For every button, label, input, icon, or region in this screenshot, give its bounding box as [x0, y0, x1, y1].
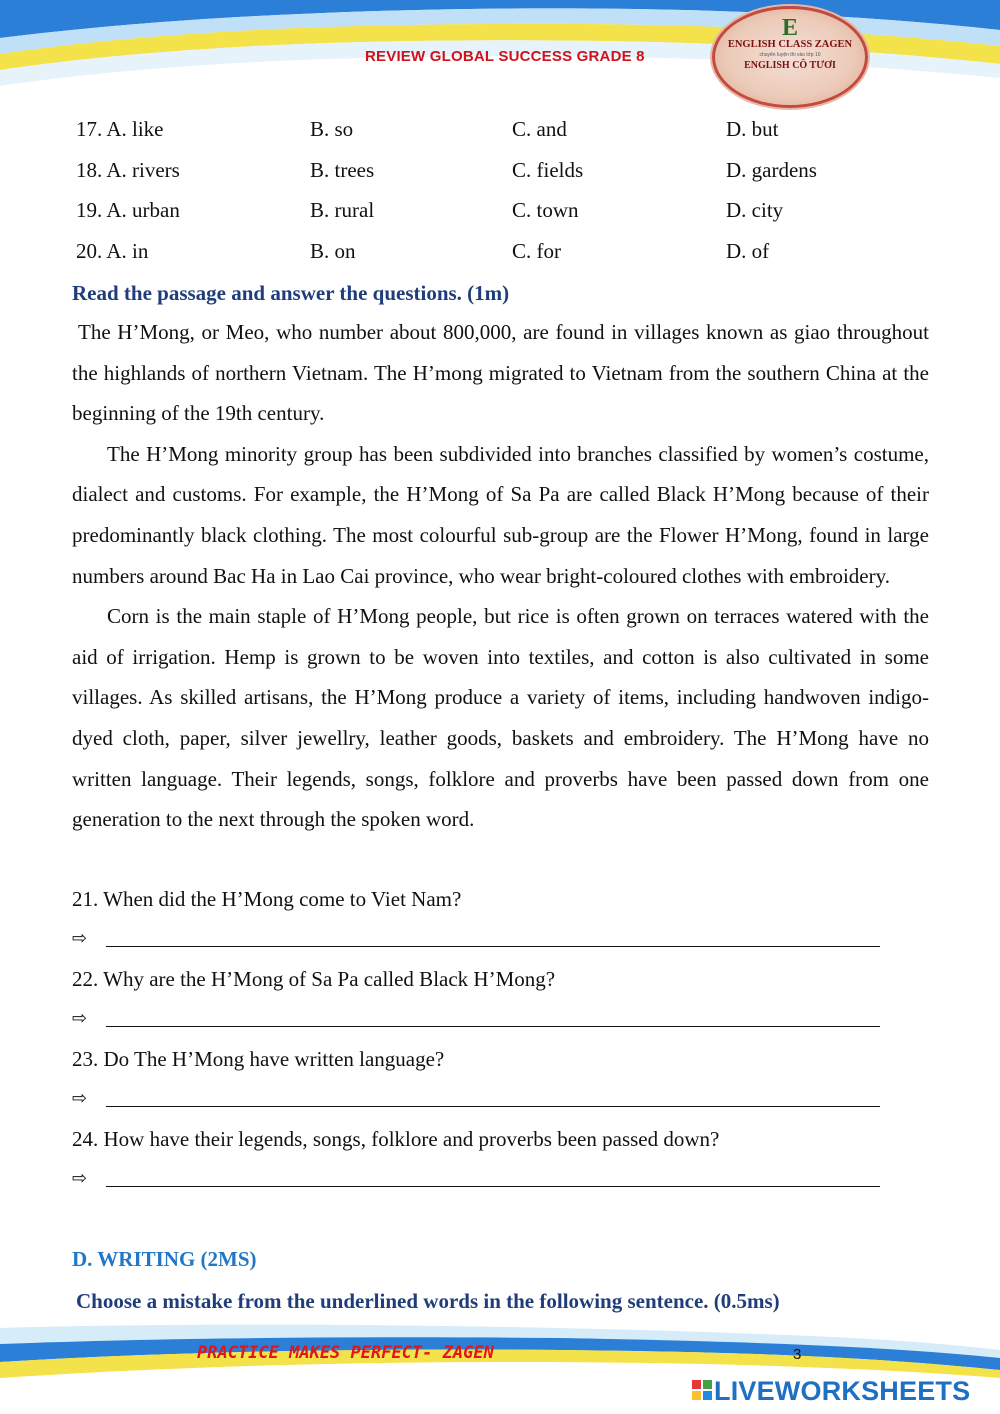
passage-paragraph: Corn is the main staple of H’Mong people, but rice is often grown on terraces watered with the aid of irrigation. Hemp is grown to be woven into textiles, and cotton is also cultivated in some villages. As skilled artisans, the H’Mong produce a variety of items, including handwoven indigo-dyed cloth, paper, silver jewellry, leather goods, baskets and embroidery. The H’Mong have no written language. Their legends, songs, folklore and proverbs have been passed down from one generation to the next through the spoken word. — [72, 604, 929, 832]
option-b: B. rural — [310, 198, 375, 222]
question-21: 21. When did the H’Mong come to Viet Nam? — [72, 887, 462, 911]
option-row — [76, 195, 936, 225]
liveworksheets-logo-icon — [692, 1380, 712, 1400]
answer-blank[interactable] — [106, 1026, 880, 1027]
answer-line-21[interactable] — [72, 924, 892, 954]
option-c: C. and — [512, 117, 567, 141]
option-c: C. town — [512, 198, 579, 222]
logo-subtitle: chuyên luyện thi vào lớp 10 — [759, 52, 821, 58]
class-logo — [712, 6, 868, 108]
option-a: 17. A. like — [76, 117, 164, 141]
reading-passage — [72, 312, 929, 840]
writing-heading: D. WRITING (2MS) — [72, 1247, 257, 1271]
option-d: D. city — [726, 198, 784, 222]
logo-letter: E — [781, 15, 798, 41]
answer-line-23[interactable] — [72, 1084, 892, 1114]
answer-line-24[interactable] — [72, 1164, 892, 1194]
option-row — [76, 155, 936, 185]
arrow-icon: ⇨ — [72, 1088, 88, 1109]
arrow-icon: ⇨ — [72, 1168, 88, 1189]
option-a: 18. A. rivers — [76, 158, 180, 182]
passage-paragraph: The H’Mong minority group has been subdivided into branches classified by women’s costume, dialect and customs. For example, the H’Mong of Sa Pa are called Black H’Mong because of their predominantly black clothing. The most colourful sub-group are the Flower H’Mong, found in large numbers around Bac Ha in Lao Cai province, who wear bright-coloured clothes with embroidery. — [72, 441, 929, 588]
reading-heading: Read the passage and answer the questions. (1m) — [72, 281, 510, 305]
logo-line-2: ENGLISH CÔ TƯƠI — [744, 60, 836, 71]
option-c: C. fields — [512, 158, 584, 182]
arrow-icon: ⇨ — [72, 928, 88, 949]
arrow-icon: ⇨ — [72, 1008, 88, 1029]
answer-blank[interactable] — [106, 1186, 880, 1187]
option-row — [76, 236, 936, 266]
footer-motto: PRACTICE MAKES PERFECT- ZAGEN — [197, 1343, 494, 1363]
question-23: 23. Do The H’Mong have written language? — [72, 1047, 445, 1071]
option-a: 19. A. urban — [76, 198, 180, 222]
liveworksheets-wordmark: LIVEWORKSHEETS — [714, 1376, 971, 1406]
option-b: B. trees — [310, 158, 375, 182]
option-d: D. of — [726, 239, 770, 263]
option-c: C. for — [512, 239, 561, 263]
header-band — [0, 0, 1000, 118]
answer-blank[interactable] — [106, 946, 880, 947]
passage-paragraph: The H’Mong, or Meo, who number about 800,000, are found in villages known as giao throughout the highlands of northern Vietnam. The H’mong migrated to Vietnam from the southern China at the beginning of the 19th century. — [72, 320, 929, 426]
writing-instruction: Choose a mistake from the underlined words in the following sentence. (0.5ms) — [76, 1289, 780, 1313]
question-24: 24. How have their legends, songs, folklore and proverbs been passed down? — [72, 1127, 720, 1151]
question-22: 22. Why are the H’Mong of Sa Pa called Black H’Mong? — [72, 967, 556, 991]
logo-line-1: ENGLISH CLASS ZAGEN — [727, 39, 853, 50]
document-title: REVIEW GLOBAL SUCCESS GRADE 8 — [365, 48, 645, 65]
option-row — [76, 114, 936, 144]
option-a: 20. A. in — [76, 239, 149, 263]
option-b: B. on — [310, 239, 356, 263]
option-d: D. but — [726, 117, 779, 141]
page-number: 3 — [793, 1346, 802, 1363]
option-d: D. gardens — [726, 158, 817, 182]
answer-blank[interactable] — [106, 1106, 880, 1107]
answer-line-22[interactable] — [72, 1004, 892, 1034]
option-b: B. so — [310, 117, 354, 141]
liveworksheets-brand[interactable] — [692, 1376, 992, 1406]
